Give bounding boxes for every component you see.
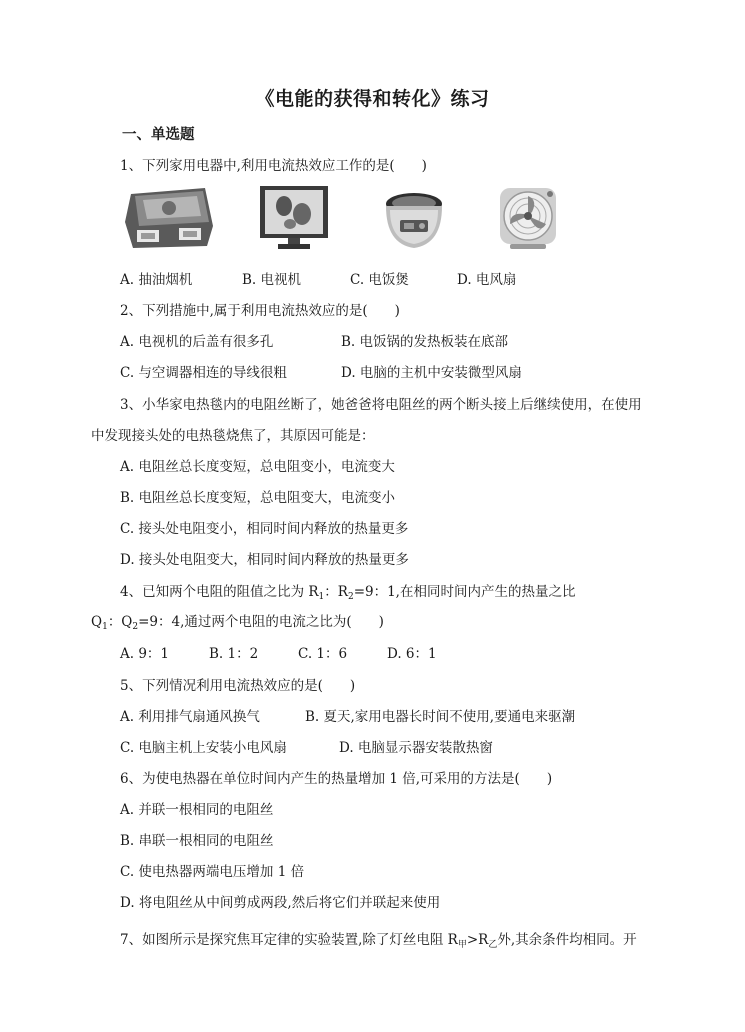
tv-icon (258, 184, 330, 254)
q3-option-b[interactable]: B. 电阻丝总长度变短，总电阻变大，电流变小 (120, 490, 396, 506)
q4-option-d[interactable]: D. 6：1 (387, 646, 437, 662)
question-6-stem: 6、为使电热器在单位时间内产生的热量增加 1 倍,可采用的方法是( ) (120, 771, 553, 787)
question-3-stem-line2: 中发现接头处的电热毯烧焦了，其原因可能是： (91, 428, 375, 444)
q4-option-c[interactable]: C. 1：6 (298, 646, 348, 662)
q6-option-c[interactable]: C. 使电热器两端电压增加 1 倍 (120, 864, 305, 880)
q1-option-a[interactable]: A. 抽油烟机 (120, 272, 193, 288)
section-heading: 一、单选题 (122, 126, 195, 143)
q3-option-d[interactable]: D. 接头处电阻变大，相同时间内释放的热量更多 (120, 552, 409, 568)
q4-option-a[interactable]: A. 9：1 (120, 646, 170, 662)
range-hood-icon (121, 186, 217, 250)
q6-option-b[interactable]: B. 串联一根相同的电阻丝 (120, 833, 274, 849)
q6-option-d[interactable]: D. 将电阻丝从中间剪成两段,然后将它们并联起来使用 (120, 895, 441, 911)
q2-option-b[interactable]: B. 电饭锅的发热板装在底部 (341, 334, 509, 350)
electric-fan-icon (496, 184, 560, 252)
q5-option-a[interactable]: A. 利用排气扇通风换气 (120, 709, 260, 725)
question-4-options (120, 645, 437, 663)
question-5-stem: 5、下列情况利用电流热效应的是( ) (120, 678, 356, 694)
question-4-stem-line1: 4、已知两个电阻的阻值之比为 $R_1$：$R_2=9$：1,在相同时间内产生的热量之比 (120, 584, 576, 602)
question-4-stem-line2: $Q_1$：$Q_2=9$：4,通过两个电阻的电流之比为( ) (91, 614, 384, 632)
q3-option-a[interactable]: A. 电阻丝总长度变短，总电阻变小，电流变大 (120, 459, 395, 475)
question-1-stem: 1、下列家用电器中,利用电流热效应工作的是( ) (120, 158, 427, 174)
q2-option-d[interactable]: D. 电脑的主机中安装微型风扇 (341, 365, 522, 381)
question-3-stem-line1: 3、小华家电热毯内的电阻丝断了，她爸爸将电阻丝的两个断头接上后继续使用，在使用 (120, 397, 642, 413)
rice-cooker-icon (382, 190, 446, 252)
q2-option-a[interactable]: A. 电视机的后盖有很多孔 (120, 334, 274, 350)
q5-option-c[interactable]: C. 电脑主机上安装小电风扇 (120, 740, 287, 756)
page-title: 《电能的获得和转化》练习 (255, 88, 490, 110)
q2-option-c[interactable]: C. 与空调器相连的导线很粗 (120, 365, 287, 381)
q1-option-b[interactable]: B. 电视机 (242, 272, 302, 288)
q6-option-a[interactable]: A. 并联一根相同的电阻丝 (120, 802, 274, 818)
q3-option-c[interactable]: C. 接头处电阻变小，相同时间内释放的热量更多 (120, 521, 409, 537)
q1-option-c[interactable]: C. 电饭煲 (350, 272, 409, 288)
q5-option-b[interactable]: B. 夏天,家用电器长时间不使用,要通电来驱潮 (305, 709, 576, 725)
q1-option-d[interactable]: D. 电风扇 (457, 272, 517, 288)
question-2-stem: 2、下列措施中,属于利用电流热效应的是( ) (120, 303, 400, 319)
q5-option-d[interactable]: D. 电脑显示器安装散热窗 (339, 740, 493, 756)
question-1-options (120, 271, 516, 289)
question-7-stem: 7、如图所示是探究焦耳定律的实验装置,除了灯丝电阻 $R_甲>R_乙$外,其余条件均相同。开 (120, 932, 637, 950)
q4-option-b[interactable]: B. 1：2 (209, 646, 259, 662)
